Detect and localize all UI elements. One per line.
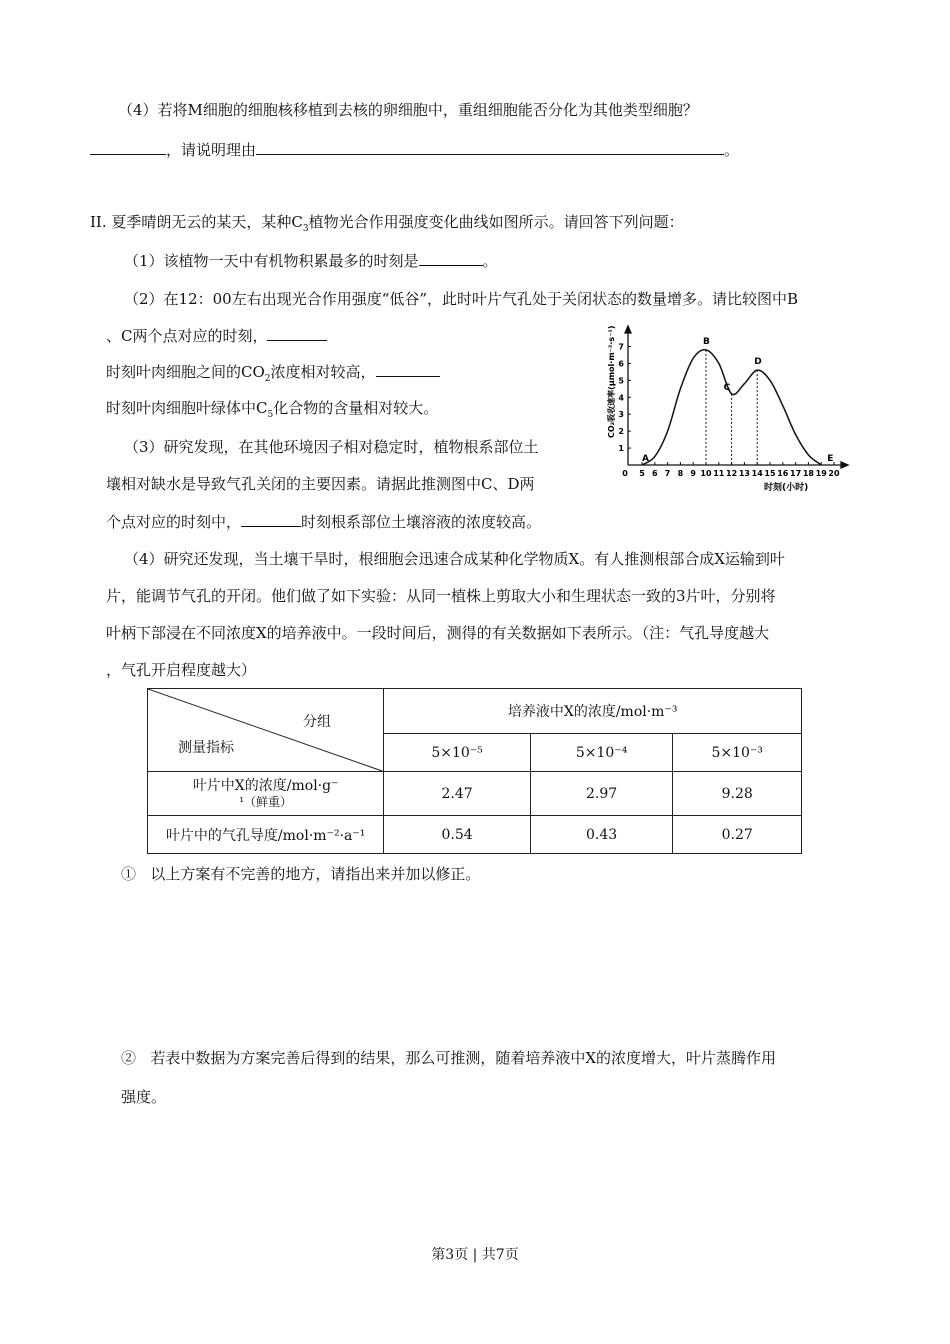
q2-blank1[interactable] [267,325,327,341]
corner-top-label: 分组 [303,714,331,730]
q3-line3: 个点对应的时刻中， 时刻根系部位土壤溶液的浓度较高。 [106,513,542,531]
table-cell: 0.54 [384,816,531,854]
x-tick-label: 18 [802,469,814,478]
point-label: A [642,454,649,464]
q4-line4: ，气孔开启程度越大） [106,661,257,679]
q4-line3: 叶柄下部浸在不同浓度X的培养液中。一段时间后，测得的有关数据如下表所示。（注：气孔导度越大 [106,624,770,642]
q3-line2: 壤相对缺水是导致气孔关闭的主要因素。请据此推测图中C、D两 [106,475,535,493]
y-tick-label: 7 [618,342,624,352]
corner-cell [148,689,384,772]
q4-prompt: （4）若将M细胞的细胞核移植到去核的卵细胞中，重组细胞能否分化为其他类型细胞？ [118,101,698,119]
table-row [148,816,802,854]
q2-line1: （2）在12：00左右出现光合作用强度“低谷”，此时叶片气孔处于关闭状态的数量增多。请比较图中B [124,290,799,308]
row-label: 叶片中的气孔导度/mol·m⁻²·a⁻¹ [148,816,384,854]
y-tick-label: 1 [618,444,624,454]
corner-bottom-label: 测量指标 [178,740,234,756]
q4-line2: 片，能调节气孔的开闭。他们做了如下实验：从同一植株上剪取大小和生理状态一致的3片叶，分别将 [106,587,776,605]
sub-q1-marker: ① [121,865,137,883]
x-tick-label: 19 [815,469,827,478]
section2-intro: II. 夏季晴朗无云的某天，某种$C_3$植物光合作用强度变化曲线如图所示。请回答下列问题： [90,213,684,234]
y-tick-label: 2 [618,427,624,437]
y-axis-label: CO₂吸收速率(μmol·m⁻²·s⁻¹) [607,325,616,438]
x-tick-label: 16 [777,469,789,478]
q3-line1: （3）研究发现，在其他环境因子相对稳定时，植物根系部位土 [124,438,539,456]
conc-header: 5×10⁻⁵ [384,734,531,772]
point-label: C [723,382,731,393]
diagonal-line [148,689,385,772]
reason-blank[interactable] [256,139,724,155]
q4-answer-line: ，请说明理由 。 [90,139,739,160]
x-axis-label: 时刻(小时) [764,483,809,493]
table-cell: 2.97 [530,772,673,816]
sub-question-1: ① 以上方案有不完善的地方，请指出来并加以修正。 [121,865,481,883]
sub-q2-marker: ② [121,1049,137,1067]
row-label: 叶片中X的浓度/mol·g⁻ ¹（鲜重） [148,772,384,816]
x-tick-label: 8 [677,469,684,478]
q2-line2: 、C两个点对应的时刻， [106,325,327,346]
x-tick-label: 6 [652,469,658,478]
page-footer: 第3页 | 共7页 [431,1247,519,1263]
table-row [148,772,802,816]
point-label: B [703,336,710,347]
q3-blank[interactable] [241,511,301,527]
x-tick-label: 5 [639,469,645,478]
y-axis-arrow [625,326,631,333]
y-tick-label: 6 [618,359,624,369]
x-tick-label: 15 [764,469,776,478]
x-tick-label: 20 [828,469,840,478]
q1-blank[interactable] [419,250,483,266]
data-table [147,688,802,854]
point-label: D [754,357,762,368]
conc-header: 5×10⁻³ [673,734,802,772]
sub-question-2-cont: 强度。 [121,1088,167,1106]
q1-line: （1）该植物一天中有机物积累最多的时刻是 。 [124,252,498,270]
table-cell: 0.27 [673,816,802,854]
y-tick-label: 3 [618,410,624,420]
x-axis-arrow [841,462,848,468]
table-cell: 2.47 [384,772,531,816]
x-tick-label: 11 [713,469,725,478]
answer-blank[interactable] [90,139,166,155]
q2-line3: 时刻叶肉细胞之间的$CO_2$浓度相对较高， [106,361,440,389]
x-tick-label: 10 [700,469,712,478]
point-label: E [827,454,834,464]
x-tick-label: 17 [790,469,802,478]
x-tick-label: 12 [726,469,738,478]
group-header: 培养液中X的浓度/mol·m⁻³ [384,689,802,734]
q4-line1: （4）研究还发现，当土壤干旱时，根细胞会迅速合成某种化学物质X。有人推测根部合成X运输到叶 [124,550,785,568]
x-tick-label: 7 [664,469,671,478]
x-tick-label: 14 [751,469,763,478]
q2-line4: 时刻叶肉细胞叶绿体中$C_5$化合物的含量相对较大。 [106,399,439,420]
y-tick-label: 5 [618,376,624,386]
x-tick-label: 13 [738,469,750,478]
table-cell: 9.28 [673,772,802,816]
conc-header: 5×10⁻⁴ [530,734,673,772]
sub-question-2: ② 若表中数据为方案完善后得到的结果，那么可推测，随着培养液中X的浓度增大，叶片蒸腾作用 [121,1049,777,1067]
table-cell: 0.43 [530,816,673,854]
x-tick-label: 9 [690,469,696,478]
x-tick-label: 0 [622,469,628,478]
q2-blank2[interactable] [376,361,440,377]
photosynthesis-chart [604,318,854,498]
y-tick-label: 4 [618,393,624,403]
